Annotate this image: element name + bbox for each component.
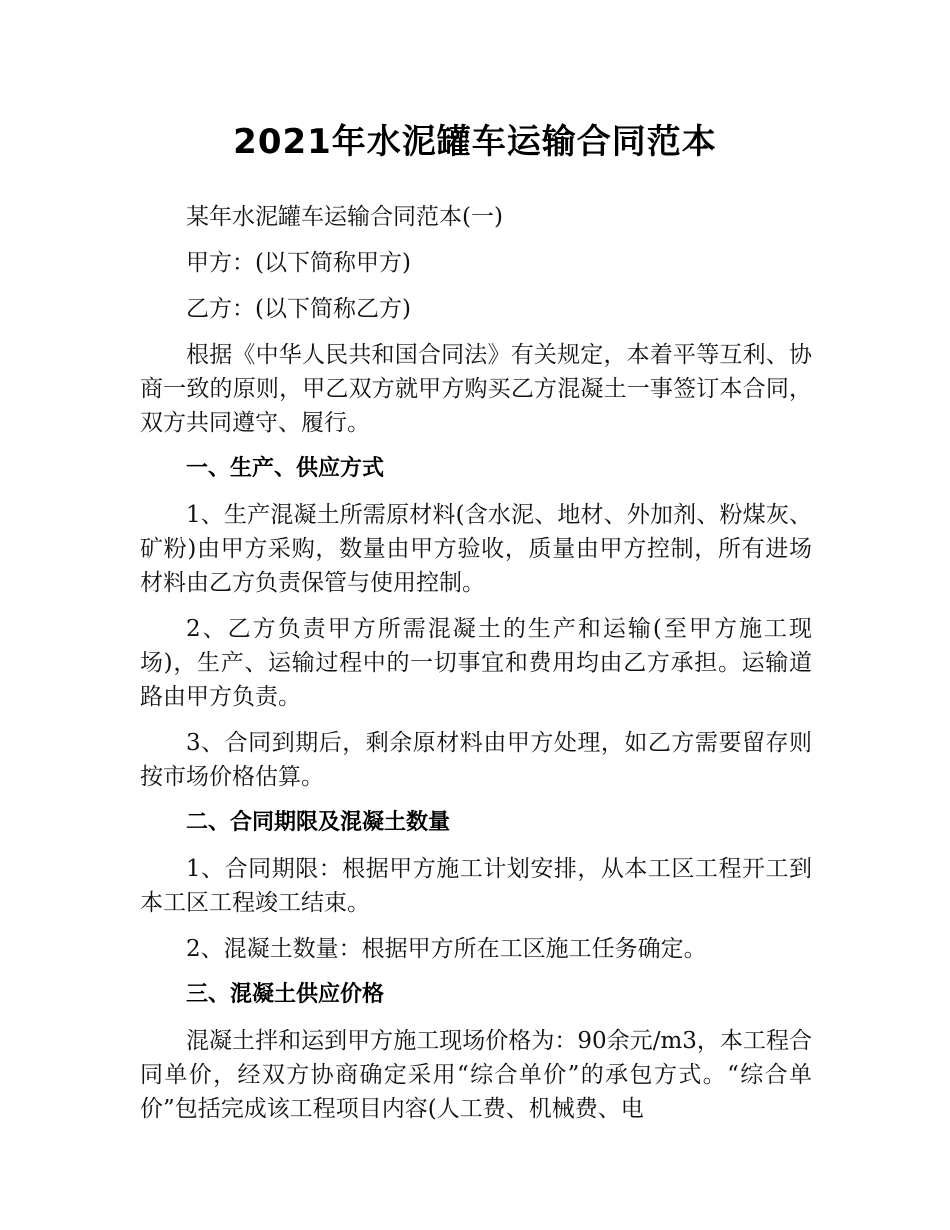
section-heading: 三、混凝土供应价格 [186,982,385,1007]
contract-subtitle: 某年水泥罐车运输合同范本(一) [186,204,503,230]
party-a-line: 甲方：(以下简称甲方) [186,250,411,276]
section-paragraph: 2、乙方负责甲方所需混凝土的生产和运输(至甲方施工现场)，生产、运输过程中的一切事宜和费用均由乙方承担。运输道路由甲方负责。 [140,616,812,710]
section-heading: 二、合同期限及混凝土数量 [186,810,451,835]
preamble-paragraph: 根据《中华人民共和国合同法》有关规定，本着平等互利、协商一致的原则，甲乙双方就甲方购买乙方混凝土一事签订本合同，双方共同遵守、履行。 [140,342,812,436]
section-heading: 一、生产、供应方式 [186,456,385,481]
section-paragraph: 1、生产混凝土所需原材料(含水泥、地材、外加剂、粉煤灰、矿粉)由甲方采购，数量由甲方验收，质量由甲方控制，所有进场材料由乙方负责保管与使用控制。 [140,502,812,596]
section-paragraph: 1、合同期限：根据甲方施工计划安排，从本工区工程开工到本工区工程竣工结束。 [140,856,812,916]
section-paragraph: 3、合同到期后，剩余原材料由甲方处理，如乙方需要留存则按市场价格估算。 [140,730,812,790]
document-title: 2021年水泥罐车运输合同范本 [233,122,717,162]
section-paragraph: 混凝土拌和运到甲方施工现场价格为：90余元/m3，本工程合同单价，经双方协商确定采用“综合单价”的承包方式。“综合单价”包括完成该工程项目内容(人工费、机械费、电 [140,1028,812,1122]
section-paragraph: 2、混凝土数量：根据甲方所在工区施工任务确定。 [186,936,707,962]
document-body [140,200,812,1138]
party-b-line: 乙方：(以下简称乙方) [186,296,411,322]
